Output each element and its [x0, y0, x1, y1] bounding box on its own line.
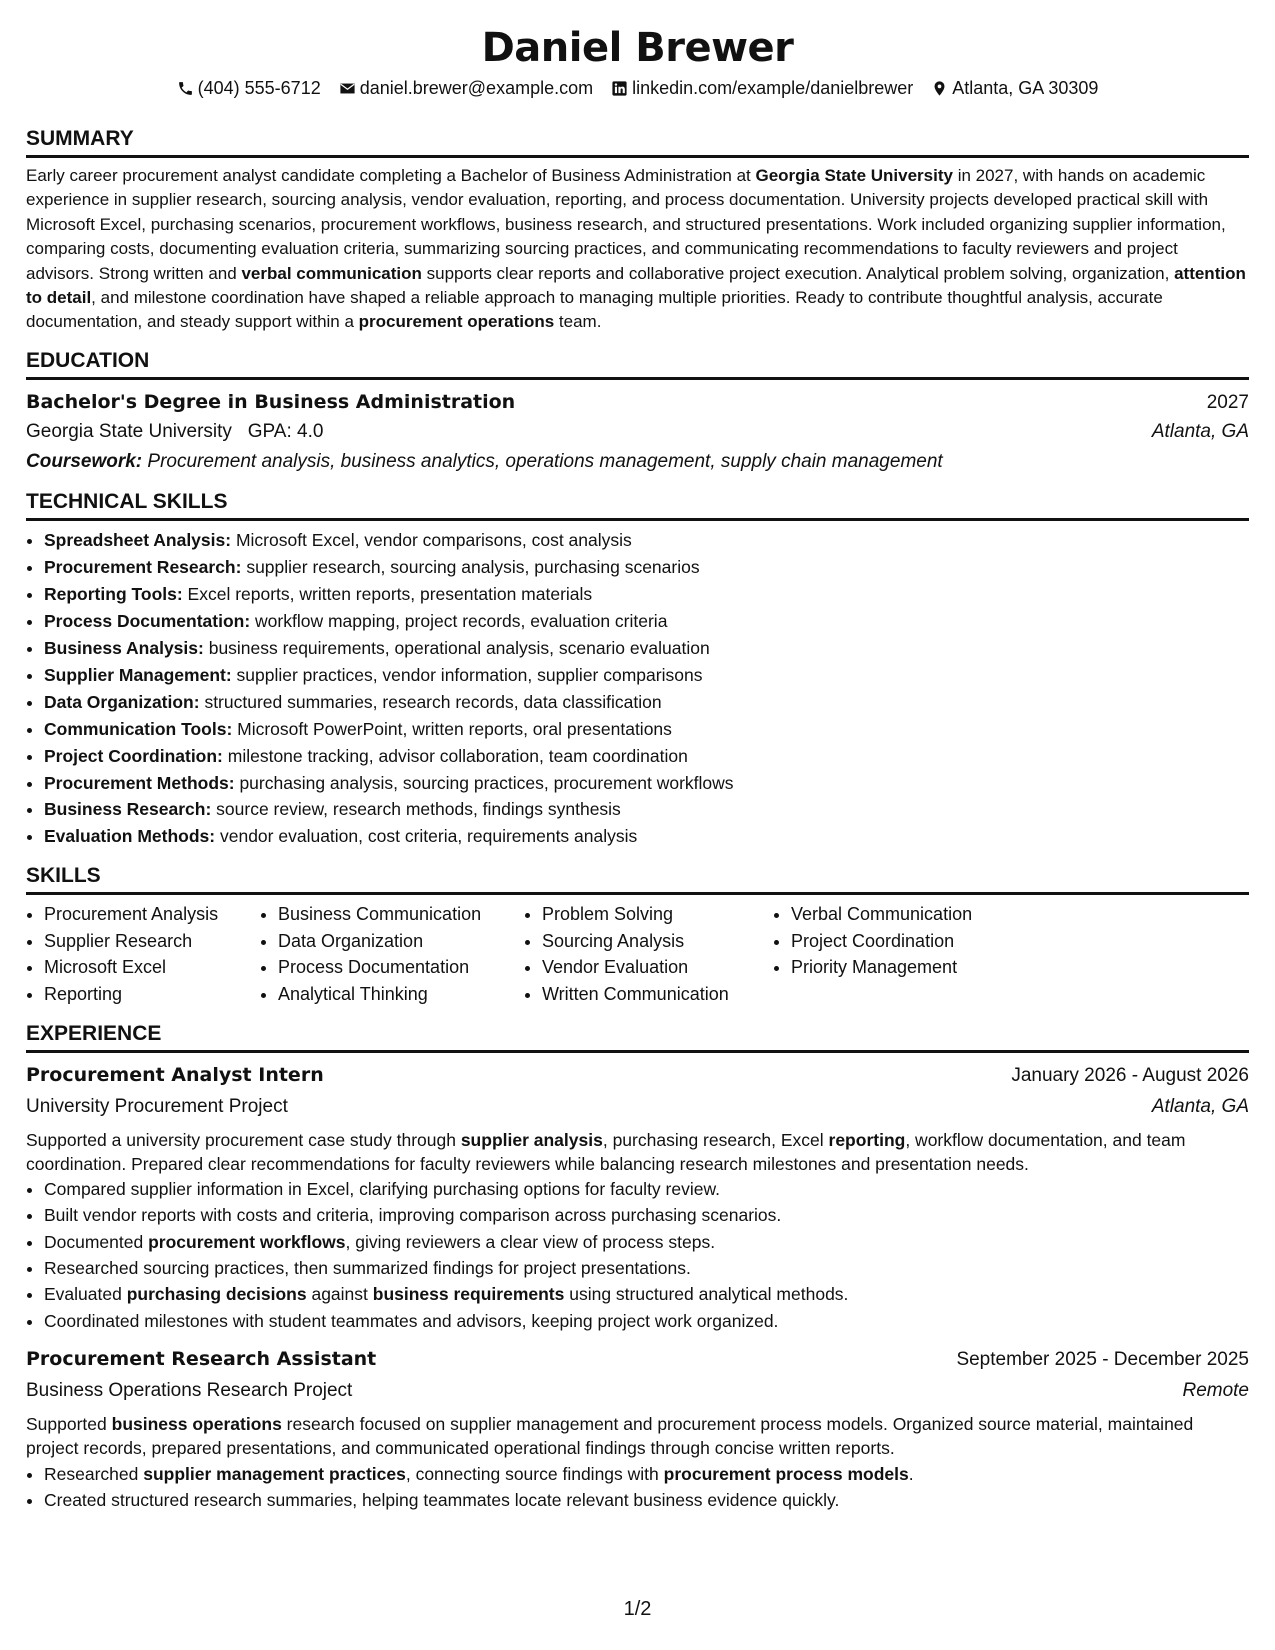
list-item	[44, 1461, 1249, 1487]
list-item	[44, 1255, 1249, 1281]
bullet-text: Built vendor reports with costs and criteria, improving comparison across purchasing scenarios.	[44, 1205, 782, 1226]
skill-label: Project Coordination:	[44, 745, 223, 766]
list-item: • Written Communication	[542, 981, 773, 1008]
summary-bold: procurement operations	[358, 312, 555, 332]
contact-email[interactable]	[339, 78, 593, 99]
skill-label: Data Organization:	[44, 691, 200, 712]
list-item	[44, 823, 1249, 850]
education-heading: EDUCATION	[26, 349, 1249, 380]
job-bullets	[26, 1461, 1249, 1514]
page-number: 1/2	[623, 1598, 652, 1620]
list-item	[44, 1281, 1249, 1307]
job-org: Business Operations Research Project	[26, 1379, 353, 1401]
summary-heading: SUMMARY	[26, 127, 1249, 158]
contact-linkedin[interactable]	[611, 78, 913, 99]
map-pin-icon	[931, 80, 948, 97]
contact-phone	[177, 78, 321, 99]
coursework-label: Coursework:	[26, 450, 143, 472]
experience-entry	[26, 1060, 1249, 1334]
skills-column	[773, 901, 1051, 1007]
experience-section	[26, 1022, 1249, 1514]
job-dates: January 2026 - August 2026	[1011, 1064, 1249, 1086]
job-description	[26, 1128, 1249, 1177]
technical-skills-section	[26, 490, 1249, 850]
skill-label: Procurement Methods:	[44, 772, 235, 793]
school-location: Atlanta, GA	[1151, 421, 1249, 443]
experience-entry	[26, 1344, 1249, 1513]
list-item: • Business Communication	[278, 901, 524, 928]
bullet-text: Evaluated	[44, 1284, 127, 1305]
skill-text: source review, research methods, findings synthesis	[211, 799, 621, 820]
list-item	[44, 716, 1249, 743]
skill-label: Reporting Tools:	[44, 584, 183, 605]
list-item: • Priority Management	[791, 954, 1051, 981]
phone-icon	[177, 80, 194, 97]
skill-label: Business Research:	[44, 799, 212, 820]
desc-part: research focused on supplier management and procurement process models. Organized source material, maintained project records, prepared presentations, and communicated operational findings through concise written reports.	[26, 1413, 1194, 1459]
location-text: Atlanta, GA 30309	[952, 78, 1099, 98]
skill-label: Spreadsheet Analysis:	[44, 530, 232, 551]
summary-part: Early career procurement analyst candidate completing a Bachelor of Business Administration at	[26, 166, 756, 185]
technical-skills-heading: TECHNICAL SKILLS	[26, 490, 1249, 521]
skill-text: vendor evaluation, cost criteria, requirements analysis	[215, 826, 638, 847]
skill-text: purchasing analysis, sourcing practices, procurement workflows	[234, 772, 734, 793]
bullet-bold: purchasing decisions	[126, 1284, 307, 1305]
bullet-text: Researched sourcing practices, then summarized findings for project presentations.	[44, 1258, 691, 1279]
list-item	[44, 743, 1249, 770]
skill-text: supplier practices, vendor information, supplier comparisons	[231, 664, 703, 685]
summary-part: in 2027, with hands on academic experience in supplier research, sourcing analysis, vendor evaluation, reporting, and process documentation. University projects developed practical skill with Microsoft Excel, purchasing scenarios, procurement workflows, business research, and structured presentations. Work included organizing supplier information, comparing costs, documenting evaluation criteria, summarizing sourcing practices, and communicating recommendations to faculty reviewers and project advisors. Strong written and	[26, 166, 1226, 283]
summary-bold: attention to detail	[26, 263, 1246, 308]
summary-part: team.	[554, 312, 602, 332]
list-item	[44, 635, 1249, 662]
contact-line	[26, 78, 1249, 99]
skill-label: Process Documentation:	[44, 611, 251, 632]
list-item	[44, 689, 1249, 716]
job-org: University Procurement Project	[26, 1095, 288, 1117]
skills-heading: SKILLS	[26, 864, 1249, 895]
bullet-text: Documented	[44, 1231, 149, 1252]
list-item	[44, 1487, 1249, 1513]
bullet-text: , connecting source findings with	[405, 1463, 664, 1484]
list-item: • Process Documentation	[278, 954, 524, 981]
job-location: Atlanta, GA	[1151, 1095, 1249, 1117]
skill-text: milestone tracking, advisor collaboration, team coordination	[222, 745, 688, 766]
contact-location	[931, 78, 1098, 99]
list-item: • Project Coordination	[791, 928, 1051, 955]
job-bullets	[26, 1176, 1249, 1334]
list-item: • Microsoft Excel	[44, 954, 260, 981]
skill-label: Procurement Research:	[44, 557, 242, 578]
resume-header	[26, 0, 1249, 99]
list-item	[44, 1176, 1249, 1202]
school-line	[26, 417, 323, 447]
job-description	[26, 1412, 1249, 1461]
desc-part: Supported	[26, 1413, 112, 1434]
bullet-text: Created structured research summaries, helping teammates locate relevant business evidence quickly.	[44, 1489, 840, 1510]
desc-bold: reporting	[828, 1129, 906, 1150]
skill-text: Microsoft PowerPoint, written reports, oral presentations	[232, 718, 672, 739]
desc-part: , purchasing research, Excel	[602, 1129, 829, 1150]
school-name: Georgia State University	[26, 421, 232, 443]
bullet-text: against	[306, 1284, 373, 1305]
desc-bold: business operations	[111, 1413, 282, 1434]
technical-skills-list	[26, 527, 1249, 850]
experience-heading: EXPERIENCE	[26, 1022, 1249, 1053]
envelope-icon	[339, 80, 356, 97]
job-title: Procurement Analyst Intern	[26, 1063, 324, 1086]
skill-text: supplier research, sourcing analysis, purchasing scenarios	[241, 557, 700, 578]
bullet-text: Compared supplier information in Excel, clarifying purchasing options for faculty review.	[44, 1179, 721, 1200]
list-item	[44, 581, 1249, 608]
job-dates: September 2025 - December 2025	[956, 1348, 1249, 1370]
list-item: • Sourcing Analysis	[542, 928, 773, 955]
coursework-text: Procurement analysis, business analytics, operations management, supply chain management	[142, 450, 943, 472]
skills-column	[524, 901, 773, 1007]
degree-title: Bachelor's Degree in Business Administration	[26, 390, 516, 413]
desc-part: Supported a university procurement case study through	[26, 1129, 461, 1150]
summary-bold: verbal communication	[241, 263, 422, 283]
skill-text: structured summaries, research records, data classification	[199, 691, 662, 712]
desc-bold: supplier analysis	[460, 1129, 603, 1150]
job-title: Procurement Research Assistant	[26, 1347, 377, 1370]
summary-part: supports clear reports and collaborative project execution. Analytical problem solving, organization,	[421, 263, 1175, 283]
skills-column	[26, 901, 260, 1007]
summary-text	[26, 164, 1249, 335]
skill-label: Supplier Management:	[44, 664, 232, 685]
list-item	[44, 796, 1249, 823]
graduation-year: 2027	[1206, 391, 1249, 413]
gpa: GPA: 4.0	[247, 421, 324, 443]
list-item: • Reporting	[44, 981, 260, 1008]
skill-text: Excel reports, written reports, presentation materials	[182, 584, 593, 605]
bullet-text: Coordinated milestones with student teammates and advisors, keeping project work organized.	[44, 1310, 779, 1331]
summary-section	[26, 127, 1249, 335]
bullet-text: .	[908, 1463, 914, 1484]
list-item	[44, 770, 1249, 797]
list-item	[44, 1229, 1249, 1255]
list-item	[44, 554, 1249, 581]
email-text[interactable]: daniel.brewer@example.com	[359, 78, 594, 98]
education-entry	[26, 388, 1249, 477]
skill-label: Communication Tools:	[44, 718, 233, 739]
phone-text: (404) 555-6712	[197, 78, 321, 98]
list-item	[44, 527, 1249, 554]
skill-text: workflow mapping, project records, evaluation criteria	[250, 611, 668, 632]
skills-section	[26, 864, 1249, 1007]
list-item	[44, 608, 1249, 635]
list-item: • Analytical Thinking	[278, 981, 524, 1008]
list-item: • Procurement Analysis	[44, 901, 260, 928]
skill-text: business requirements, operational analysis, scenario evaluation	[203, 637, 710, 658]
summary-bold: Georgia State University	[755, 166, 953, 185]
summary-part: , and milestone coordination have shaped a reliable approach to managing multiple priorities. Ready to contribute thoughtful analysis, accurate documentation, and steady support within a	[26, 288, 1163, 332]
bullet-bold: business requirements	[372, 1284, 565, 1305]
list-item: • Verbal Communication	[791, 901, 1051, 928]
bullet-bold: procurement workflows	[148, 1231, 346, 1252]
job-location: Remote	[1182, 1379, 1249, 1401]
bullet-bold: supplier management practices	[143, 1463, 406, 1484]
linkedin-icon	[611, 80, 628, 97]
desc-part: , workflow documentation, and team coordination. Prepared clear recommendations for faculty reviewers while balancing research milestones and presentation needs.	[26, 1129, 1186, 1174]
list-item	[44, 1308, 1249, 1334]
skill-label: Evaluation Methods:	[44, 826, 216, 847]
skills-column	[260, 901, 524, 1007]
list-item	[44, 662, 1249, 689]
bullet-text: Researched	[44, 1463, 144, 1484]
skill-label: Business Analysis:	[44, 637, 204, 658]
candidate-name: Daniel Brewer	[481, 25, 794, 71]
linkedin-text[interactable]: linkedin.com/example/danielbrewer	[632, 78, 914, 98]
skill-text: Microsoft Excel, vendor comparisons, cost analysis	[231, 530, 632, 551]
list-item: • Problem Solving	[542, 901, 773, 928]
list-item: • Data Organization	[278, 928, 524, 955]
list-item: • Supplier Research	[44, 928, 260, 955]
coursework	[26, 447, 1249, 477]
bullet-text: using structured analytical methods.	[564, 1284, 849, 1305]
skills-grid	[26, 901, 1249, 1007]
bullet-text: , giving reviewers a clear view of process steps.	[345, 1231, 716, 1252]
list-item: • Vendor Evaluation	[542, 954, 773, 981]
education-section	[26, 349, 1249, 477]
list-item	[44, 1202, 1249, 1228]
bullet-bold: procurement process models	[663, 1463, 909, 1484]
